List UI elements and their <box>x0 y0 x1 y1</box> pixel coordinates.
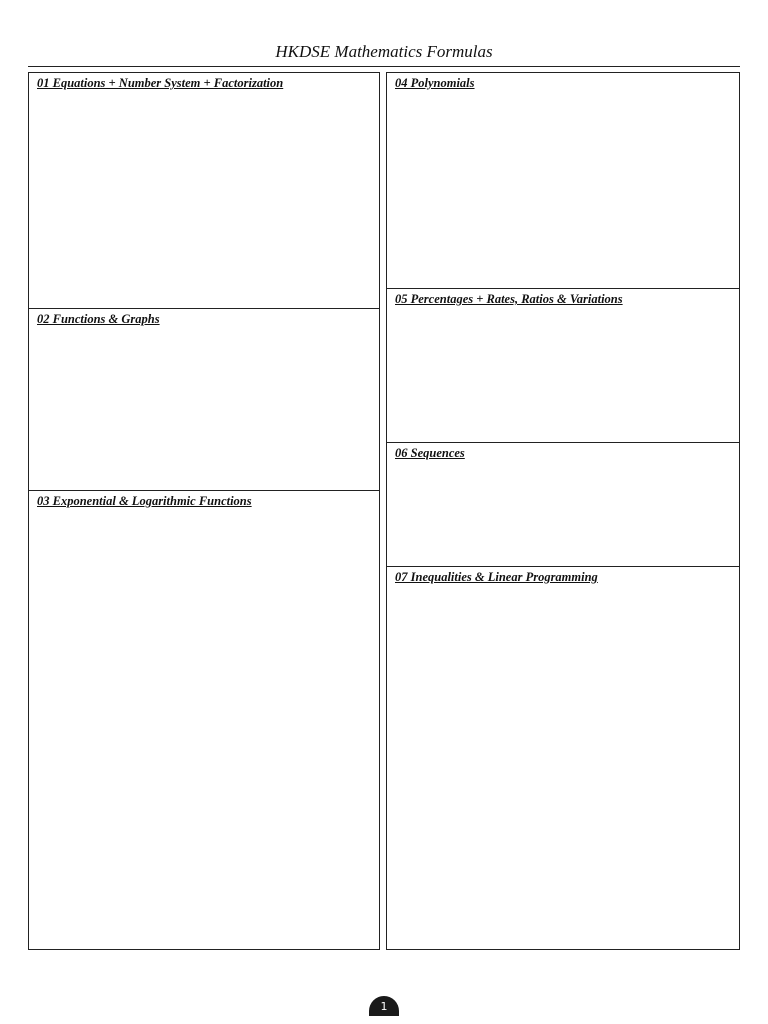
section-06 <box>387 443 739 567</box>
page-number: 1 <box>369 996 399 1016</box>
page-title: HKDSE Mathematics Formulas <box>275 42 493 61</box>
section-01 <box>29 73 379 309</box>
page-footer <box>0 995 768 1016</box>
left-column <box>28 72 380 950</box>
title-divider <box>28 66 740 67</box>
section-heading: 05 Percentages + Rates, Ratios & Variations <box>395 292 623 306</box>
section-05 <box>387 289 739 443</box>
section-07 <box>387 567 739 949</box>
section-heading: 06 Sequences <box>395 446 465 460</box>
section-heading: 07 Inequalities & Linear Programming <box>395 570 598 584</box>
section-02 <box>29 309 379 491</box>
section-04 <box>387 73 739 289</box>
section-heading: 04 Polynomials <box>395 76 475 90</box>
section-03 <box>29 491 379 949</box>
section-heading: 02 Functions & Graphs <box>37 312 160 326</box>
section-heading: 03 Exponential & Logarithmic Functions <box>37 494 252 508</box>
right-column <box>386 72 740 950</box>
section-heading: 01 Equations + Number System + Factorization <box>37 76 284 90</box>
